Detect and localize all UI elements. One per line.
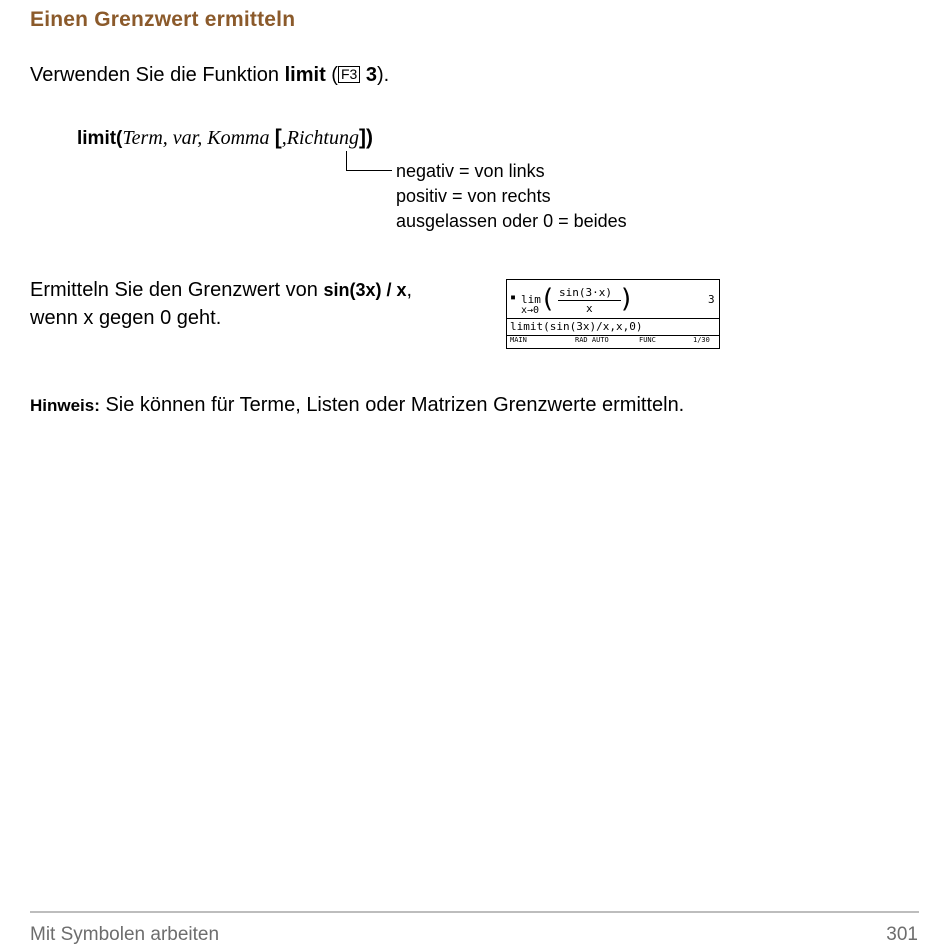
intro-open: ( — [325, 64, 338, 86]
footer-chapter: Mit Symbolen arbeiten — [30, 924, 220, 945]
syntax-fn: limit( — [77, 128, 123, 149]
status-graph: FUNC — [639, 336, 656, 344]
intro-paragraph — [30, 64, 389, 87]
fraction-denominator: x — [586, 302, 593, 315]
example-comma: , — [406, 279, 413, 301]
callout-line-vertical — [346, 151, 347, 170]
entry-line: limit(sin(3x)/x,x,0) — [510, 320, 643, 333]
syntax-sep2: , — [197, 127, 208, 149]
option-negative: negativ = von links — [396, 161, 545, 181]
direction-options — [396, 159, 627, 234]
syntax-var: var — [172, 127, 198, 149]
example-part1: Ermitteln Sie den Grenzwert von — [30, 279, 324, 301]
intro-text: Verwenden Sie die Funktion — [30, 64, 285, 86]
example-line2a: wenn x — [30, 307, 99, 329]
page-number: 301 — [886, 924, 918, 945]
fraction-numerator: sin(3·x) — [559, 286, 612, 299]
fraction-bar — [558, 300, 621, 301]
f3-key-icon: F3 — [338, 66, 360, 83]
example-line2b: gegen 0 geht. — [98, 307, 222, 329]
hint-note — [30, 394, 684, 417]
function-name: limit — [284, 64, 326, 86]
status-divider — [507, 335, 719, 336]
page-title: Einen Grenzwert ermitteln — [30, 8, 296, 31]
option-positive: positiv = von rechts — [396, 186, 551, 206]
callout-line-horizontal — [346, 170, 392, 171]
limit-result: 3 — [708, 293, 715, 306]
option-default: ausgelassen oder 0 = beides — [396, 211, 627, 231]
example-expression: sin(3x) / x — [323, 280, 407, 300]
syntax-comma: , — [281, 127, 287, 149]
lim-subscript: x→0 — [521, 305, 540, 316]
syntax-term: Term — [122, 127, 163, 149]
status-mode: MAIN — [510, 336, 527, 344]
example-text — [30, 276, 412, 332]
syntax-lbracket: [ — [274, 126, 282, 149]
entry-divider — [507, 318, 719, 319]
hint-text: Sie können für Terme, Listen oder Matrizen Grenzwerte ermitteln. — [99, 394, 685, 416]
lim-label: lim — [521, 293, 541, 306]
status-history: 1/30 — [693, 336, 710, 344]
left-paren-icon: ( — [543, 284, 554, 314]
menu-number: 3 — [365, 64, 377, 86]
calculator-screen — [506, 279, 720, 349]
syntax-richtung: Richtung — [286, 127, 359, 149]
footer-divider — [30, 911, 919, 913]
bullet-icon: ▪ — [510, 292, 517, 303]
syntax-sep1: , — [162, 127, 173, 149]
syntax-komma: Komma — [207, 127, 270, 149]
hint-label: Hinweis: — [30, 396, 100, 415]
right-paren-icon: ) — [621, 284, 632, 314]
status-angle: RAD AUTO — [575, 336, 609, 344]
syntax-line — [77, 126, 373, 150]
syntax-rbracket: ]) — [358, 126, 373, 149]
intro-close: ). — [376, 64, 390, 86]
